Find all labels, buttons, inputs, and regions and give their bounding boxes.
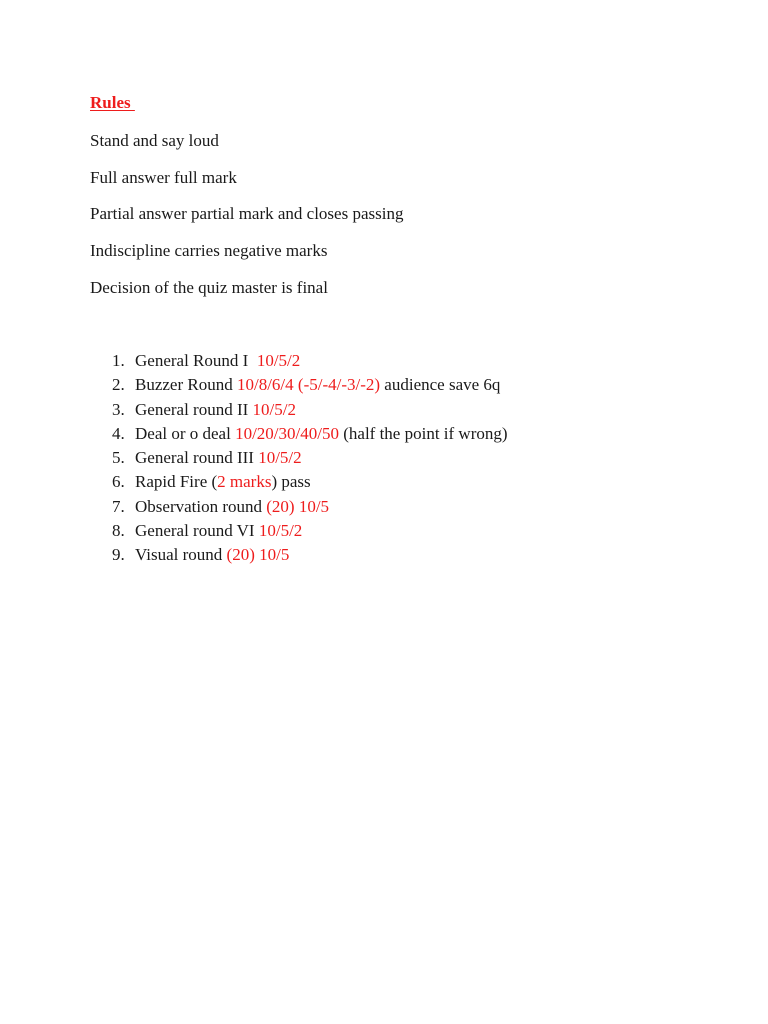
- round-text: [135, 351, 300, 371]
- rule-line: Decision of the quiz master is final: [90, 278, 328, 297]
- round-item: [0, 521, 768, 545]
- rule-line: Full answer full mark: [90, 168, 237, 187]
- round-number: 3.: [112, 399, 125, 419]
- round-points: 10/5/2: [258, 448, 302, 468]
- round-points: 10/5/2: [252, 399, 296, 419]
- round-name: General round III: [135, 448, 259, 468]
- round-item: [0, 545, 768, 569]
- round-item: [0, 351, 768, 375]
- round-number: 8.: [112, 521, 125, 541]
- round-text: [135, 521, 302, 541]
- round-item: [0, 424, 768, 448]
- rule-line: Indiscipline carries negative marks: [90, 241, 328, 260]
- round-number: 7.: [112, 496, 125, 516]
- round-text: [135, 472, 311, 492]
- round-name: Visual round: [135, 545, 227, 565]
- round-text: [135, 424, 508, 444]
- round-text: [135, 400, 296, 420]
- round-number: 6.: [112, 472, 125, 492]
- round-name: Buzzer Round: [135, 375, 237, 395]
- round-name: Rapid Fire (: [135, 472, 218, 492]
- round-name: Observation round: [135, 496, 267, 516]
- round-note: ) pass: [271, 472, 311, 492]
- round-text: [135, 448, 302, 468]
- round-item: [0, 375, 768, 399]
- round-points: (20) 10/5: [266, 496, 330, 516]
- round-number: 9.: [112, 545, 125, 565]
- round-text: [135, 375, 500, 395]
- round-number: 4.: [112, 423, 125, 443]
- round-item: [0, 400, 768, 424]
- round-points: 10/5/2: [258, 521, 303, 541]
- round-number: 2.: [112, 375, 125, 395]
- round-name: Deal or o deal: [135, 423, 236, 443]
- round-note: (half the point if wrong): [338, 423, 508, 443]
- round-item: [0, 472, 768, 496]
- round-number: 1.: [112, 351, 125, 370]
- round-item: [0, 497, 768, 521]
- round-note: audience save 6q: [380, 375, 501, 395]
- round-text: [135, 497, 329, 517]
- round-text: [135, 545, 289, 565]
- round-points: 10/8/6/4 (-5/-4/-3/-2): [236, 375, 381, 395]
- round-item: [0, 448, 768, 472]
- round-name: General Round I: [135, 351, 257, 370]
- round-name: General round VI: [135, 521, 259, 541]
- round-points: 10/20/30/40/50: [235, 423, 339, 443]
- round-points: 2 marks: [217, 472, 272, 492]
- rule-line: Stand and say loud: [90, 131, 219, 150]
- rules-heading: Rules: [90, 93, 135, 112]
- rule-line: Partial answer partial mark and closes passing: [90, 204, 404, 223]
- round-number: 5.: [112, 448, 125, 468]
- rounds-list: [0, 351, 768, 570]
- round-points: (20) 10/5: [226, 545, 290, 565]
- round-name: General round II: [135, 399, 253, 419]
- round-points: 10/5/2: [256, 351, 301, 370]
